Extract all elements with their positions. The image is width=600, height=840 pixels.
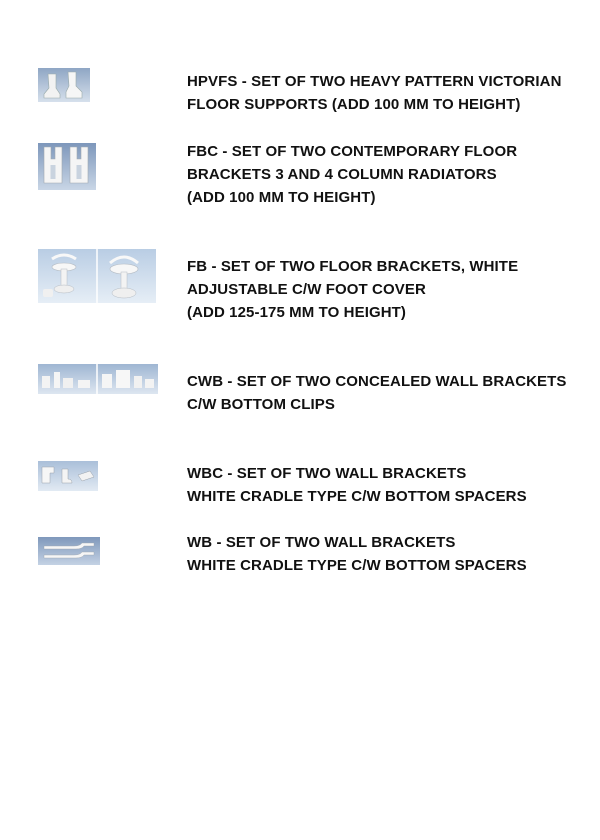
product-description (187, 531, 592, 577)
contemporary-floor-brackets-photo (38, 143, 96, 190)
product-description (187, 462, 592, 508)
product-code-line: CWB - SET OF TWO CONCEALED WALL BRACKETS (187, 373, 567, 390)
product-detail-line: ADJUSTABLE C/W FOOT COVER (187, 281, 426, 298)
product-description (187, 255, 592, 324)
product-code-line: FBC - SET OF TWO CONTEMPORARY FLOOR (187, 143, 518, 160)
product-code-line: HPVFS - SET OF TWO HEAVY PATTERN VICTORIAN (187, 73, 562, 90)
product-detail-line: (ADD 125-175 MM TO HEIGHT) (187, 304, 407, 321)
product-detail-line: WHITE CRADLE TYPE C/W BOTTOM SPACERS (187, 488, 527, 505)
product-detail-line: BRACKETS 3 AND 4 COLUMN RADIATORS (187, 166, 497, 183)
product-code-line: WBC - SET OF TWO WALL BRACKETS (187, 465, 467, 482)
wall-brackets-cradle-photo (38, 461, 98, 491)
floor-brackets-photo (38, 249, 156, 303)
product-detail-line: C/W BOTTOM CLIPS (187, 396, 335, 413)
product-description (187, 370, 592, 416)
product-detail-line: (ADD 100 MM TO HEIGHT) (187, 189, 376, 206)
concealed-wall-brackets-photo (38, 364, 158, 394)
product-detail-line: FLOOR SUPPORTS (ADD 100 MM TO HEIGHT) (187, 96, 521, 113)
floor-supports-photo (38, 68, 90, 102)
product-detail-line: WHITE CRADLE TYPE C/W BOTTOM SPACERS (187, 557, 527, 574)
product-code-line: WB - SET OF TWO WALL BRACKETS (187, 534, 456, 551)
product-description (187, 70, 592, 116)
product-description (187, 140, 592, 209)
product-code-line: FB - SET OF TWO FLOOR BRACKETS, WHITE (187, 258, 519, 275)
wall-brackets-photo (38, 537, 100, 565)
